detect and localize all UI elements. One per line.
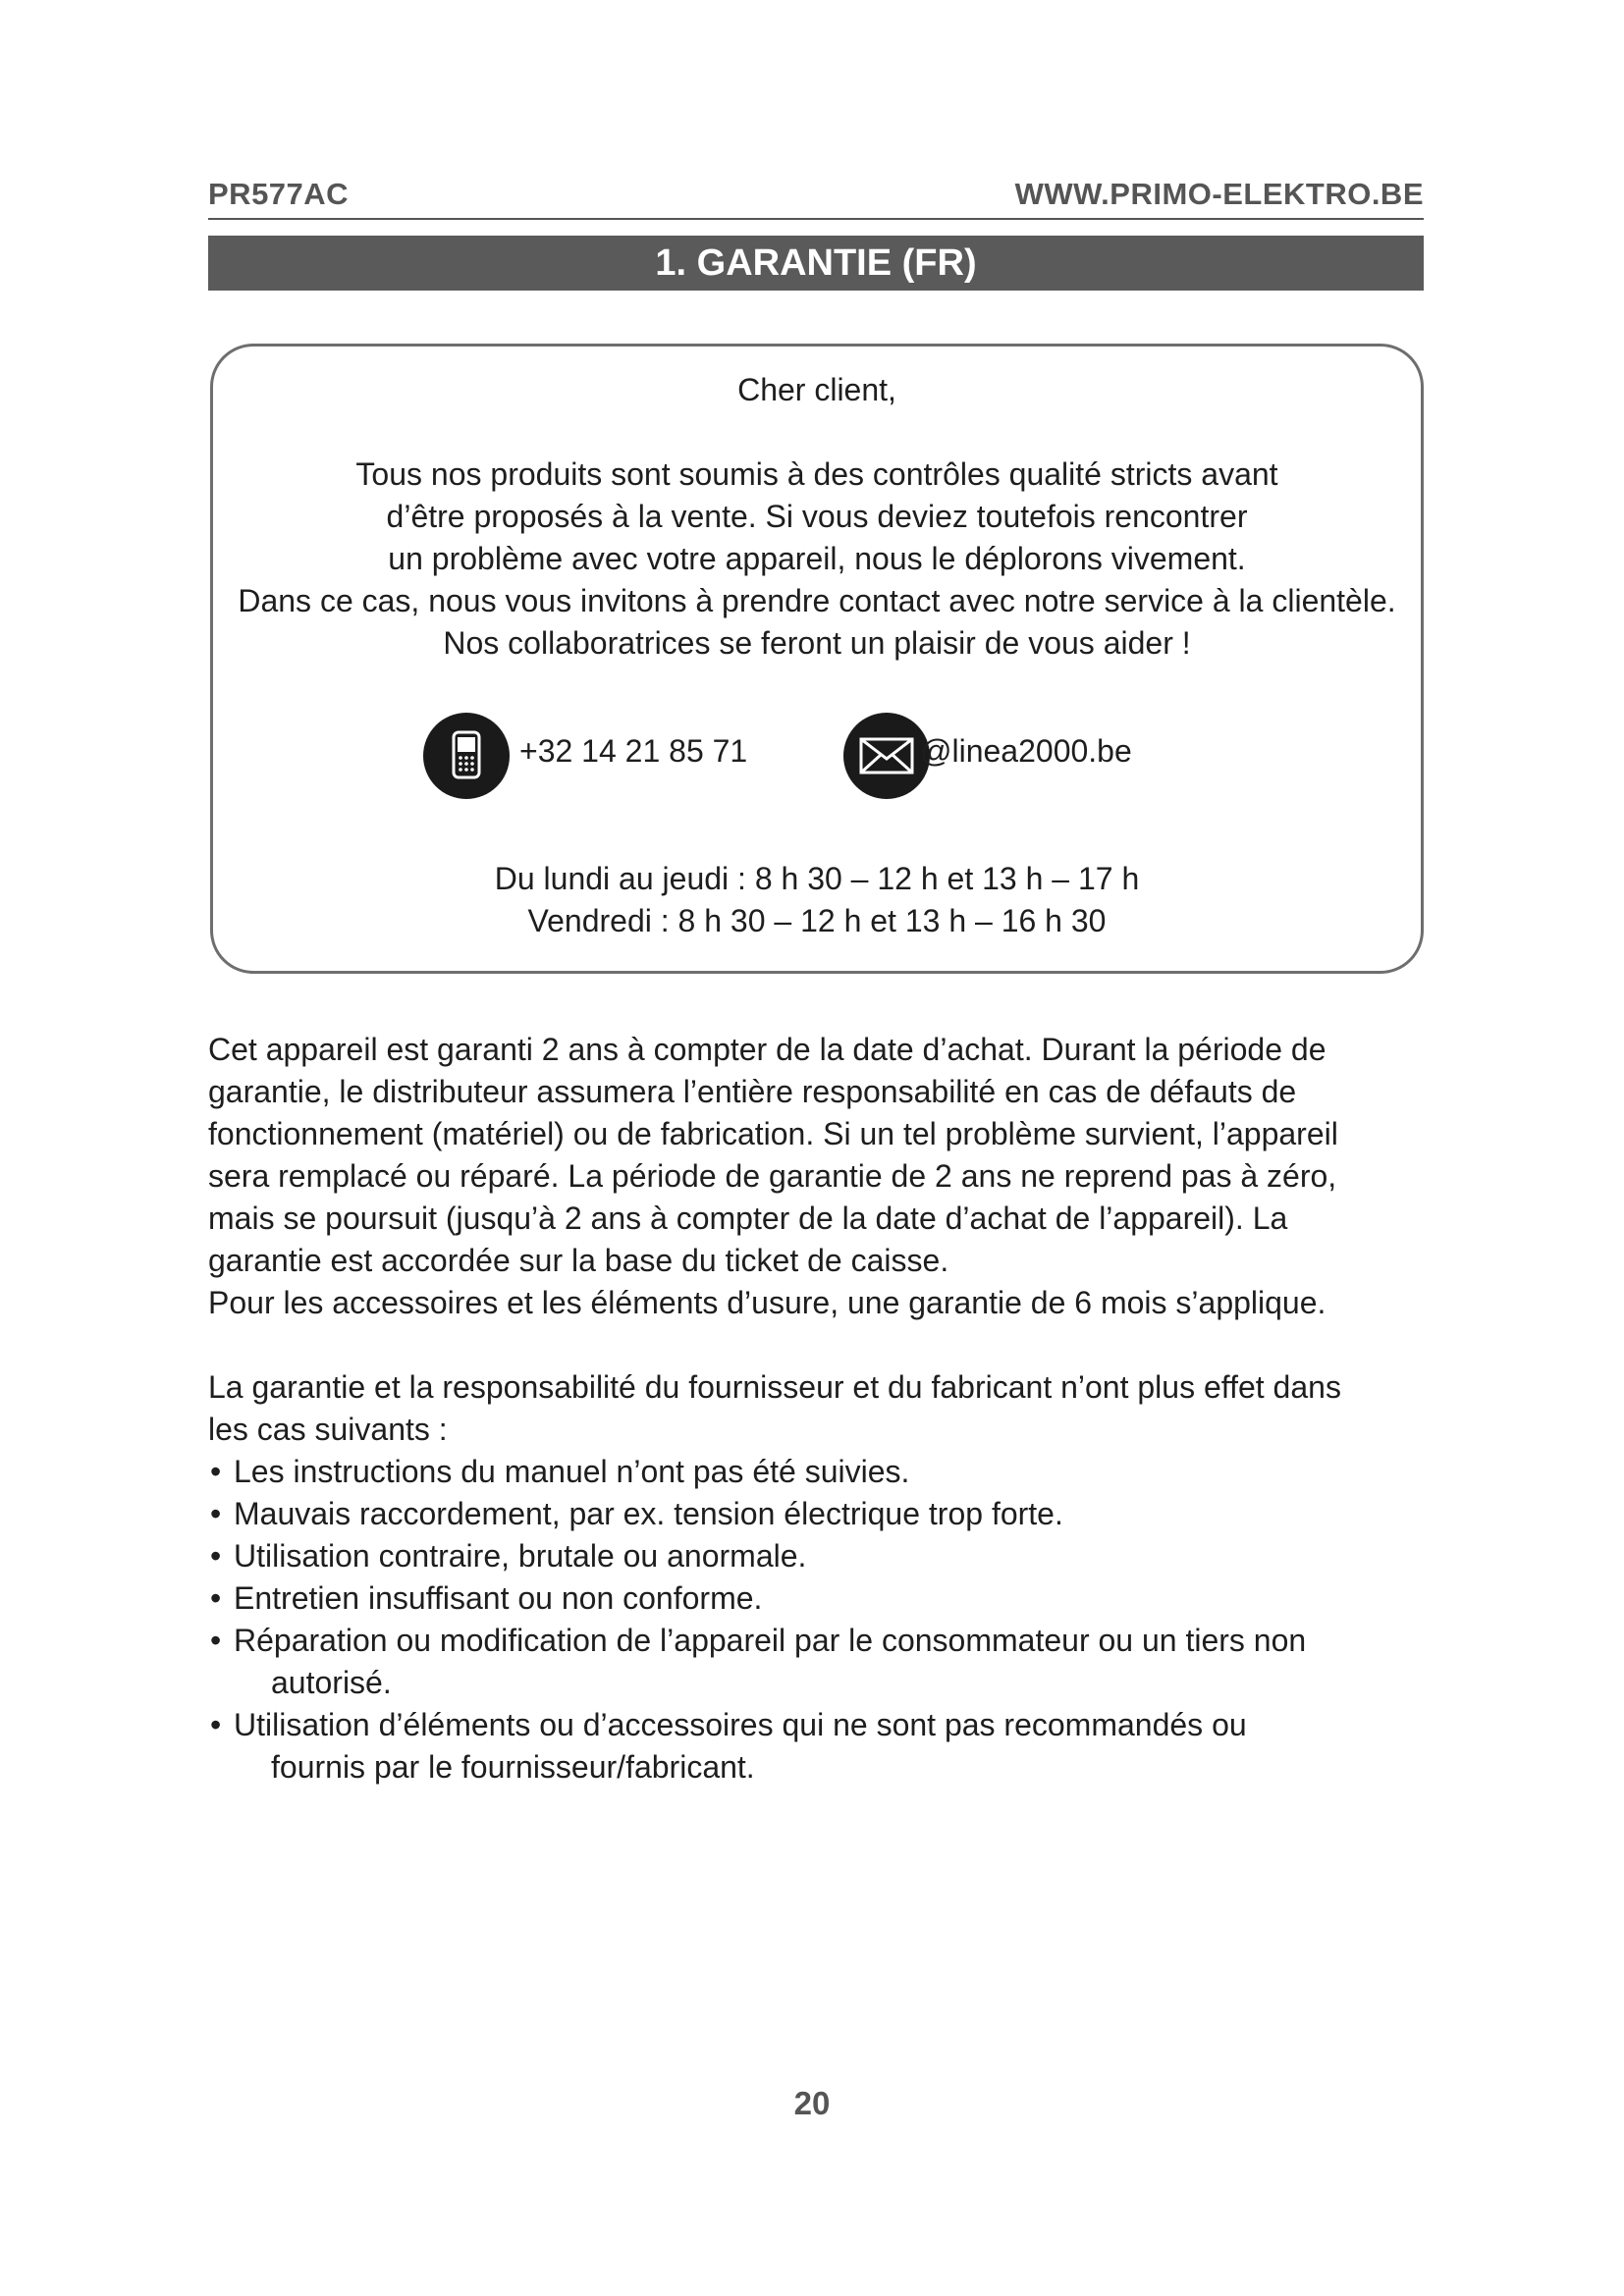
warranty-line: mais se poursuit (jusqu’à 2 ans à compter de la date d’achat de l’appareil). La <box>208 1201 1288 1236</box>
email-address[interactable]: @linea2000.be <box>920 733 1132 769</box>
warranty-line: garantie est accordée sur la base du ticket de caisse. <box>208 1243 949 1278</box>
greeting: Cher client, <box>737 372 896 407</box>
customer-service-box <box>210 344 1424 974</box>
page-header <box>208 173 1424 214</box>
exclusion-item-continued: fournis par le fournisseur/fabricant. <box>271 1749 755 1785</box>
intro-line: Nos collaboratrices se feront un plaisir de vous aider ! <box>443 625 1191 661</box>
intro-line: d’être proposés à la vente. Si vous deviez toutefois rencontrer <box>386 499 1248 534</box>
warranty-line: Pour les accessoires et les éléments d’usure, une garantie de 6 mois s’applique. <box>208 1285 1326 1320</box>
exclusion-item: Les instructions du manuel n’ont pas été suivies. <box>234 1454 910 1489</box>
warranty-line: Cet appareil est garanti 2 ans à compter de la date d’achat. Durant la période de <box>208 1032 1326 1067</box>
exclusion-item: Mauvais raccordement, par ex. tension électrique trop forte. <box>234 1496 1063 1531</box>
phone-icon <box>423 713 510 799</box>
bullet-icon: • <box>210 1538 222 1574</box>
exclusion-item: Entretien insuffisant ou non conforme. <box>234 1580 763 1616</box>
intro-line: Tous nos produits sont soumis à des contrôles qualité stricts avant <box>355 456 1278 492</box>
bullet-icon: • <box>210 1454 222 1489</box>
warranty-line: garantie, le distributeur assumera l’entière responsabilité en cas de défauts de <box>208 1074 1297 1109</box>
exclusion-item: Utilisation d’éléments ou d’accessoires qui ne sont pas recommandés ou <box>234 1707 1247 1742</box>
exclusion-item: Réparation ou modification de l’appareil par le consommateur ou un tiers non <box>234 1623 1307 1658</box>
page-number: 20 <box>793 2085 831 2121</box>
intro-line: Dans ce cas, nous vous invitons à prendre contact avec notre service à la clientèle. <box>238 583 1396 618</box>
bullet-icon: • <box>210 1707 222 1742</box>
warranty-line: fonctionnement (matériel) ou de fabrication. Si un tel problème survient, l’appareil <box>208 1116 1338 1151</box>
exclusion-item-continued: autorisé. <box>271 1665 392 1700</box>
website-link[interactable]: WWW.PRIMO-ELEKTRO.BE <box>1014 177 1424 211</box>
model-number: PR577AC <box>208 177 350 211</box>
warranty-line: sera remplacé ou réparé. La période de garantie de 2 ans ne reprend pas à zéro, <box>208 1158 1337 1194</box>
exclusions-intro: les cas suivants : <box>208 1412 448 1447</box>
section-title: 1. GARANTIE (FR) <box>208 236 1424 291</box>
header-divider <box>208 218 1424 220</box>
envelope-icon <box>843 713 930 799</box>
bullet-icon: • <box>210 1580 222 1616</box>
intro-line: un problème avec votre appareil, nous le déplorons vivement. <box>388 541 1246 576</box>
phone-number[interactable]: +32 14 21 85 71 <box>519 733 748 769</box>
exclusions-intro: La garantie et la responsabilité du fournisseur et du fabricant n’ont plus effet dans <box>208 1369 1341 1405</box>
bullet-icon: • <box>210 1623 222 1658</box>
bullet-icon: • <box>210 1496 222 1531</box>
exclusion-item: Utilisation contraire, brutale ou anormale. <box>234 1538 807 1574</box>
opening-hours-friday: Vendredi : 8 h 30 – 12 h et 13 h – 16 h 30 <box>527 903 1107 938</box>
opening-hours-weekdays: Du lundi au jeudi : 8 h 30 – 12 h et 13 h – 17 h <box>494 861 1140 896</box>
